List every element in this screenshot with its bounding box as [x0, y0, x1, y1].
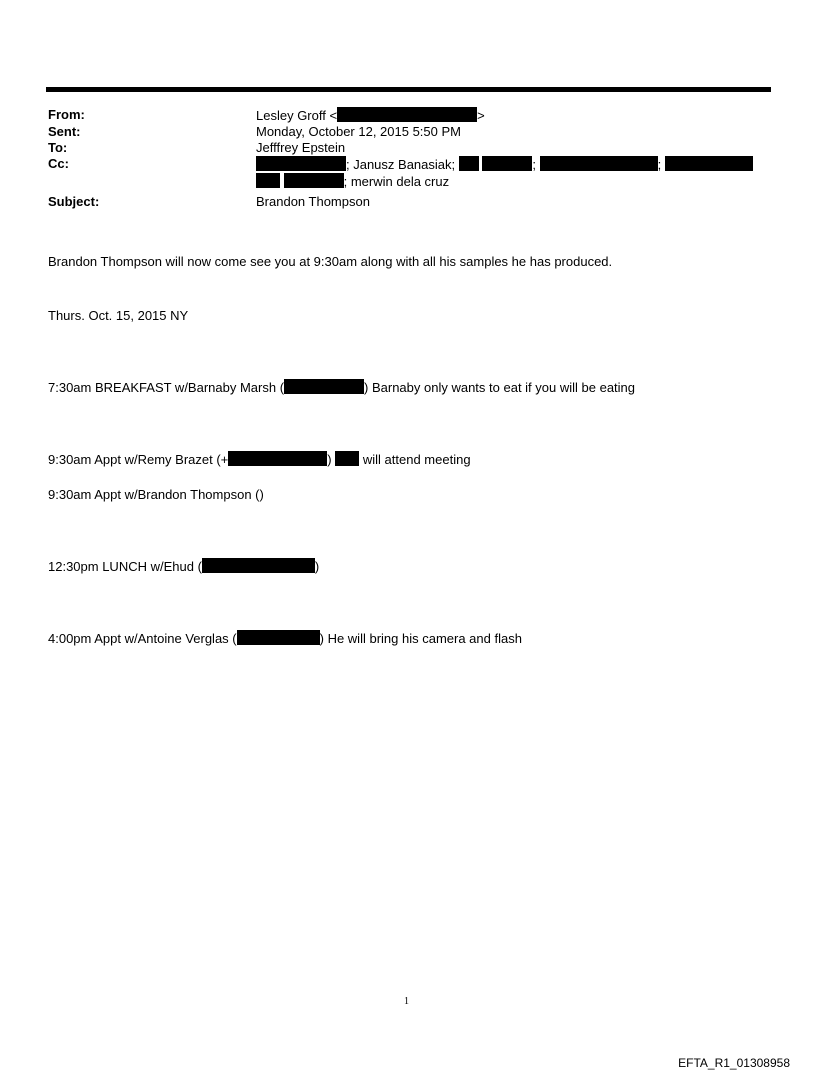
from-label: From:	[48, 107, 85, 122]
from-close: >	[477, 108, 485, 123]
item-text: 4:00pm Appt w/Antoine Verglas (	[48, 631, 237, 646]
sent-row	[48, 124, 768, 140]
redaction-block	[284, 173, 344, 188]
email-header	[48, 107, 768, 210]
cc-label: Cc:	[48, 156, 69, 171]
redaction-block	[284, 379, 364, 394]
header-divider-rule	[46, 87, 771, 92]
intro-paragraph: Brandon Thompson will now come see you at 9:30am along with all his samples he has produced.	[48, 254, 613, 269]
redaction-block	[459, 156, 479, 171]
redaction-block	[665, 156, 753, 171]
item-text: will attend meeting	[362, 452, 471, 467]
to-value: Jefffrey Epstein	[256, 140, 346, 155]
sent-label: Sent:	[48, 124, 81, 139]
redaction-block	[256, 173, 280, 188]
redaction-block	[202, 558, 315, 573]
redaction-block	[256, 156, 346, 171]
cc-separator: ; Janusz Banasiak;	[346, 157, 456, 172]
item-text: 9:30am Appt w/Remy Brazet (+	[48, 452, 229, 467]
redaction-block	[337, 107, 477, 122]
cc-line-2	[256, 173, 768, 190]
subject-row	[48, 194, 768, 210]
schedule-item-brandon-thompson: 9:30am Appt w/Brandon Thompson ()	[48, 487, 264, 502]
schedule-item-breakfast	[48, 379, 635, 396]
redaction-block	[228, 451, 327, 466]
cc-value	[256, 156, 768, 190]
page-number: 1	[404, 996, 409, 1007]
redaction-block	[237, 630, 320, 645]
schedule-item-remy-brazet	[48, 451, 471, 468]
document-id: EFTA_R1_01308958	[678, 1056, 790, 1070]
cc-separator: ; merwin dela cruz	[343, 174, 450, 189]
item-text: 7:30am BREAKFAST w/Barnaby Marsh (	[48, 380, 285, 395]
item-text: )	[314, 559, 320, 574]
subject-label: Subject:	[48, 194, 100, 209]
cc-separator: ;	[532, 157, 536, 172]
redaction-block	[540, 156, 658, 171]
from-row	[48, 107, 768, 124]
cc-row	[48, 156, 768, 190]
from-name: Lesley Groff <	[256, 108, 338, 123]
item-text: 12:30pm LUNCH w/Ehud (	[48, 559, 202, 574]
schedule-item-lunch	[48, 558, 319, 575]
redaction-block	[335, 451, 359, 466]
item-text: )	[327, 452, 332, 467]
item-text: ) He will bring his camera and flash	[319, 631, 522, 646]
schedule-date: Thurs. Oct. 15, 2015 NY	[48, 308, 189, 323]
redaction-block	[482, 156, 532, 171]
to-label: To:	[48, 140, 68, 155]
item-text: ) Barnaby only wants to eat if you will be eating	[364, 380, 636, 395]
subject-value: Brandon Thompson	[256, 194, 370, 209]
cc-line-1	[256, 156, 768, 173]
from-value	[256, 107, 768, 124]
schedule-item-antoine-verglas	[48, 630, 522, 647]
cc-separator: ;	[657, 157, 662, 172]
sent-value: Monday, October 12, 2015 5:50 PM	[256, 124, 461, 139]
to-row	[48, 140, 768, 156]
